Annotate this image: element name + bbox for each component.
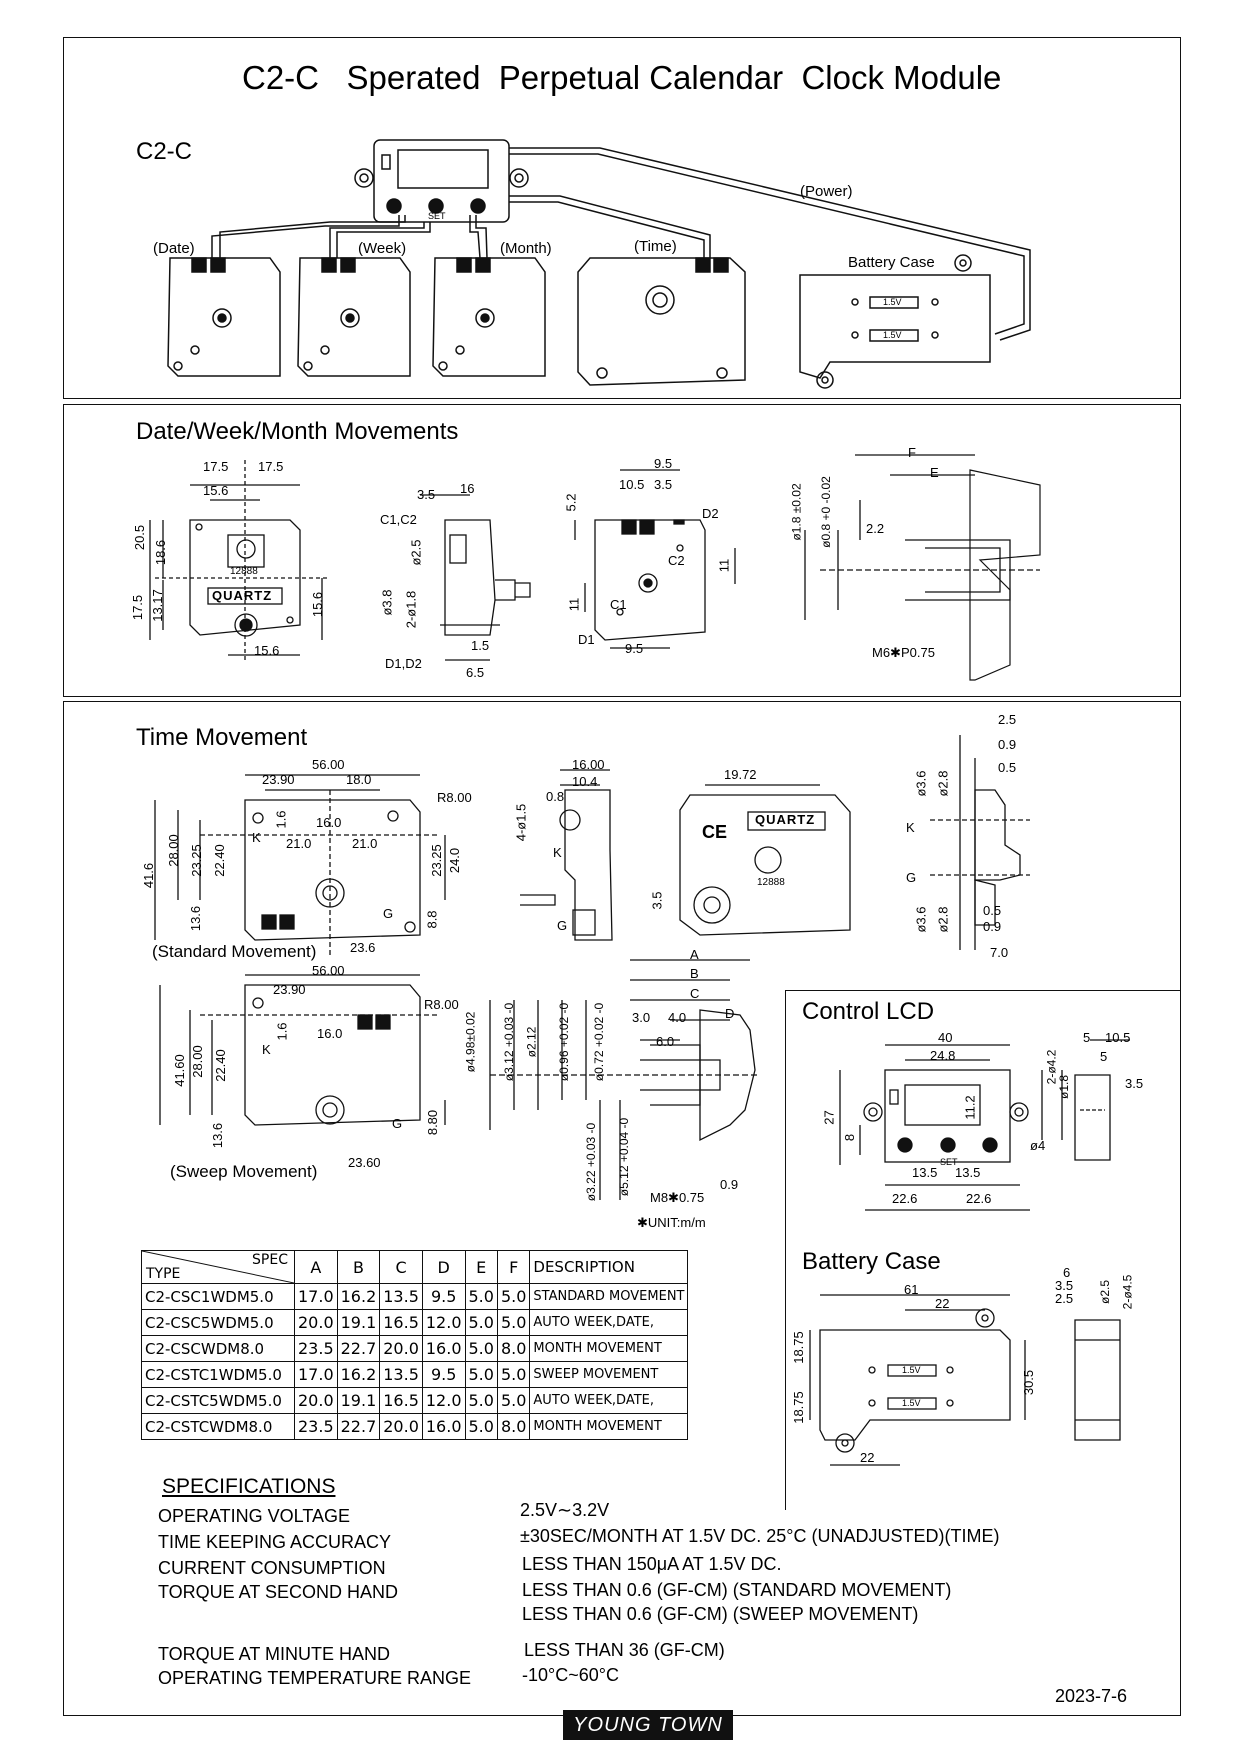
spec-table <box>141 1250 688 1440</box>
table-row <box>142 1310 688 1336</box>
dim-dwm-b4: 5.2 <box>563 493 579 512</box>
dim-dwm-d8: 15.6 <box>310 591 326 618</box>
battery-case-title: Battery Case <box>802 1248 941 1275</box>
lcd-s5: ø1.8 <box>1057 1074 1072 1100</box>
desc-cell: SWEEP MOVEMENT <box>530 1362 688 1388</box>
cell: 22.7 <box>337 1414 380 1440</box>
dim-dwm-s9: 6.5 <box>466 665 485 680</box>
spec-label: CURRENT CONSUMPTION <box>158 1558 386 1578</box>
lcd-b: 8 <box>842 1133 858 1142</box>
cell: 5.0 <box>465 1362 497 1388</box>
shaft-p5: ø0.72 +0.02 -0 <box>592 1002 607 1082</box>
back-w: 19.72 <box>724 767 757 782</box>
lcd-d: 13.5 <box>912 1165 938 1180</box>
shaft-v2: 4.0 <box>668 1010 687 1025</box>
dim-dwm-d1: 17.5 <box>203 459 229 474</box>
std-width: 56.00 <box>312 757 345 772</box>
sweep-h1: 41.60 <box>171 1054 187 1087</box>
std-h8: 8.8 <box>424 910 440 929</box>
dim-dwm-s4: ø2.5 <box>408 539 424 566</box>
lcd-set: SET <box>940 1157 958 1167</box>
dim-dwm-s6: 2-ø1.8 <box>403 590 419 629</box>
lcd-f: 22.6 <box>892 1191 918 1206</box>
cell: 8.0 <box>497 1336 529 1362</box>
shaft-p1: ø4.98±0.02 <box>463 1011 478 1073</box>
std-h5: 23.25 <box>428 844 444 877</box>
shaft-p3: ø2.12 <box>524 1026 539 1058</box>
cell: 20.0 <box>295 1388 338 1414</box>
dim-dwm-b6: C2 <box>668 553 685 568</box>
cell: 20.0 <box>380 1336 423 1362</box>
side-a: 10.4 <box>572 774 598 789</box>
shaft-v1: 3.0 <box>632 1010 651 1025</box>
std-h6: 24.0 <box>447 847 463 874</box>
module-label: C2-C <box>136 138 193 165</box>
table-row <box>142 1284 688 1310</box>
spec-header: SPEC <box>252 1252 288 1268</box>
desc-cell: STANDARD MOVEMENT <box>530 1284 688 1310</box>
std-gl: G <box>383 906 394 921</box>
lcd-a: 24.8 <box>930 1048 956 1063</box>
dim-dwm-s8: 1.5 <box>471 638 490 653</box>
dim-dwm-s3: C1,C2 <box>380 512 417 527</box>
cell: 5.0 <box>497 1388 529 1414</box>
label-battery-case: Battery Case <box>848 254 935 271</box>
sweep-k: K <box>262 1042 271 1057</box>
sweep-g: 23.60 <box>348 1155 381 1170</box>
cell: 22.7 <box>337 1336 380 1362</box>
sweep-r: R8.00 <box>424 997 459 1012</box>
cell: 5.0 <box>465 1284 497 1310</box>
cell: 5.0 <box>465 1336 497 1362</box>
dim-dwm-b3: 3.5 <box>654 477 673 492</box>
gear-e: ø2.8 <box>935 770 951 797</box>
lcd-s3: 5 <box>1100 1049 1108 1064</box>
cell: 13.5 <box>380 1362 423 1388</box>
lcd-p: ø4 <box>1030 1138 1046 1153</box>
cell: 5.0 <box>465 1414 497 1440</box>
row-type: C2-CSTC5WDM5.0 <box>142 1388 295 1414</box>
bat-s1: 6 <box>1063 1265 1071 1280</box>
sweep-w: 56.00 <box>312 963 345 978</box>
spec-value: ±30SEC/MONTH AT 1.5V DC. 25°C (UNADJUSTED)(TIME) <box>520 1526 1000 1546</box>
desc-cell: MONTH MOVEMENT <box>530 1414 688 1440</box>
std-b: 18.0 <box>346 772 372 787</box>
label-power: (Power) <box>800 183 853 200</box>
dim-dwm-d4: 20.5 <box>132 524 148 551</box>
page-title: C2-C Sperated Perpetual Calendar Clock Module <box>242 59 1002 96</box>
table-row <box>142 1414 688 1440</box>
gear-k: K <box>906 820 915 835</box>
bat-s2: 3.5 <box>1055 1278 1074 1293</box>
table-corner-header <box>142 1251 295 1284</box>
shaft-m: M8✱0.75 <box>650 1190 705 1205</box>
dim-dwm-s2: 16 <box>460 481 475 496</box>
shaft-b: B <box>690 966 699 981</box>
side-g: G <box>557 918 568 933</box>
dim-dwm-d3: 15.6 <box>203 483 229 498</box>
sweep-h3: 22.40 <box>212 1049 228 1082</box>
spec-value: -10°C~60°C <box>522 1665 619 1685</box>
battery-cell-1: 1.5V <box>883 297 902 307</box>
cell: 23.5 <box>295 1336 338 1362</box>
type-header: TYPE <box>146 1266 181 1282</box>
cell: 17.0 <box>295 1284 338 1310</box>
table-row <box>142 1388 688 1414</box>
std-h7: 13.6 <box>188 905 204 932</box>
specifications-title: SPECIFICATIONS <box>162 1475 336 1498</box>
back-quartz: QUARTZ <box>755 812 816 827</box>
gear-j: 0.9 <box>983 919 1002 934</box>
spec-value: LESS THAN 150μA AT 1.5V DC. <box>522 1554 782 1574</box>
desc-cell: MONTH MOVEMENT <box>530 1336 688 1362</box>
gear-c: 0.5 <box>998 760 1017 775</box>
bat-h1: 18.75 <box>790 1331 806 1364</box>
dim-dwm-b8: 11 <box>566 597 582 612</box>
cell: 8.0 <box>497 1414 529 1440</box>
spec-value: LESS THAN 0.6 (GF-CM) (STANDARD MOVEMENT) <box>522 1580 952 1600</box>
unit-note: ✱UNIT:m/m <box>637 1215 706 1230</box>
bat-b: 22 <box>860 1450 875 1465</box>
cell: 5.0 <box>465 1388 497 1414</box>
shaft-p2: ø3.12 +0.03 -0 <box>502 1002 517 1082</box>
row-type: C2-CSTCWDM8.0 <box>142 1414 295 1440</box>
std-g: 23.6 <box>350 940 376 955</box>
sweep-c: 1.6 <box>274 1022 290 1041</box>
spec-label: TORQUE AT MINUTE HAND <box>158 1644 391 1664</box>
cell: 5.0 <box>497 1284 529 1310</box>
bat-a: 22 <box>935 1296 950 1311</box>
shaft-c: C <box>690 986 700 1001</box>
cell: 23.5 <box>295 1414 338 1440</box>
gear-g: G <box>906 870 917 885</box>
dim-dwm-e3: ø1.8 ±0.02 <box>789 483 804 541</box>
cell: 9.5 <box>422 1362 465 1388</box>
spec-value: LESS THAN 36 (GF-CM) <box>524 1640 725 1660</box>
col-header: D <box>422 1251 465 1284</box>
label-week: (Week) <box>358 240 407 257</box>
dim-dwm-d5: 18.6 <box>153 539 169 566</box>
bat-h3: 30.5 <box>1021 1369 1037 1396</box>
row-type: C2-CSTC1WDM5.0 <box>142 1362 295 1388</box>
std-h2: 28.00 <box>165 834 181 867</box>
dim-dwm-b11: 9.5 <box>625 641 644 656</box>
side-w: 16.00 <box>572 757 605 772</box>
std-h3: 23.25 <box>188 844 204 877</box>
bat-s4: ø2.5 <box>1098 1279 1113 1305</box>
table-row <box>142 1336 688 1362</box>
revision-date: 2023-7-6 <box>1055 1686 1128 1706</box>
dim-dwm-b5: D2 <box>702 506 719 521</box>
sweep-h2: 28.00 <box>189 1045 205 1078</box>
time-movement-title: Time Movement <box>136 724 308 751</box>
spec-label: OPERATING VOLTAGE <box>158 1506 351 1526</box>
row-type: C2-CSCWDM8.0 <box>142 1336 295 1362</box>
gear-h: ø2.8 <box>935 906 951 933</box>
sweep-d: 16.0 <box>317 1026 343 1041</box>
cell: 5.0 <box>497 1310 529 1336</box>
label-time: (Time) <box>634 238 677 255</box>
brand-logo: YOUNG TOWN <box>563 1710 733 1740</box>
dim-dwm-b10: D1 <box>578 632 595 647</box>
gear-f: ø3.6 <box>913 906 929 933</box>
dim-dwm-d7: 13.17 <box>149 589 165 622</box>
bat-h2: 18.75 <box>790 1391 806 1424</box>
cell: 19.1 <box>337 1388 380 1414</box>
col-header: B <box>337 1251 380 1284</box>
dim-dwm-d2: 17.5 <box>258 459 284 474</box>
lcd-w: 40 <box>938 1030 953 1045</box>
dim-dwm-d9: 15.6 <box>254 643 280 658</box>
standard-movement-label: (Standard Movement) <box>152 942 317 961</box>
label-date: (Date) <box>153 240 195 257</box>
dwm-title: Date/Week/Month Movements <box>136 418 459 445</box>
dim-dwm-b9: C1 <box>610 597 627 612</box>
col-header: A <box>295 1251 338 1284</box>
cell: 16.2 <box>337 1362 380 1388</box>
cell: 5.0 <box>497 1362 529 1388</box>
cell: 16.5 <box>380 1310 423 1336</box>
dim-dwm-e4: ø0.8 +0 -0.02 <box>818 476 833 548</box>
table-row <box>142 1362 688 1388</box>
sweep-a: 23.90 <box>273 982 306 997</box>
row-type: C2-CSC1WDM5.0 <box>142 1284 295 1310</box>
shaft-a: A <box>690 947 699 962</box>
lcd-s4: 2-ø4.2 <box>1044 1049 1059 1085</box>
cell: 12.0 <box>422 1310 465 1336</box>
lcd-s6: 3.5 <box>1125 1076 1144 1091</box>
side-k: K <box>553 845 562 860</box>
shaft-v3: 6.0 <box>656 1034 675 1049</box>
dim-dwm-s7: D1,D2 <box>385 656 422 671</box>
spec-label: OPERATING TEMPERATURE RANGE <box>158 1668 472 1688</box>
spec-value: LESS THAN 0.6 (GF-CM) (SWEEP MOVEMENT) <box>522 1604 919 1624</box>
lcd-g: 22.6 <box>966 1191 992 1206</box>
control-lcd-title: Control LCD <box>802 998 935 1025</box>
cell: 20.0 <box>380 1414 423 1440</box>
shaft-d: D <box>725 1006 735 1021</box>
lcd-h: 27 <box>821 1110 837 1125</box>
dim-dwm-s1: 3.5 <box>417 487 436 502</box>
spec-value: 2.5V∼3.2V <box>520 1500 610 1520</box>
gear-l: 7.0 <box>990 945 1009 960</box>
dim-dwm-s5: ø3.8 <box>379 589 395 616</box>
dim-dwm-e6: M6✱P0.75 <box>872 645 935 660</box>
shaft-p4: ø0.96 +0.02 -0 <box>557 1002 572 1082</box>
cell: 16.5 <box>380 1388 423 1414</box>
quartz-label: QUARTZ <box>212 588 273 603</box>
dim-dwm-d6: 17.5 <box>130 594 146 621</box>
cell: 12.0 <box>422 1388 465 1414</box>
bat-v2: 1.5V <box>902 1398 921 1408</box>
dim-dwm-b1: 9.5 <box>654 456 673 471</box>
std-r: R8.00 <box>437 790 472 805</box>
desc-cell: AUTO WEEK,DATE, <box>530 1388 688 1414</box>
cell: 16.0 <box>422 1414 465 1440</box>
gear-d: ø3.6 <box>913 770 929 797</box>
col-header: F <box>497 1251 529 1284</box>
gear-i: 0.5 <box>983 903 1002 918</box>
cell: 20.0 <box>295 1310 338 1336</box>
cell: 13.5 <box>380 1284 423 1310</box>
bat-v1: 1.5V <box>902 1365 921 1375</box>
dim-dwm-e2: E <box>930 465 939 480</box>
shaft-p7: ø5.12 +0.04 -0 <box>617 1117 632 1197</box>
lcd-s2: 10.5 <box>1105 1030 1131 1045</box>
std-a: 23.90 <box>262 772 295 787</box>
cell: 5.0 <box>465 1310 497 1336</box>
desc-header: DESCRIPTION <box>530 1251 688 1284</box>
dim-dwm-b7: 11 <box>716 558 732 573</box>
std-c: 1.6 <box>273 810 289 829</box>
dim-dwm-b2: 10.5 <box>619 477 645 492</box>
std-f: 21.0 <box>352 836 378 851</box>
ce-mark: CE <box>702 822 728 842</box>
spec-label: TORQUE AT SECOND HAND <box>158 1582 399 1602</box>
lcd-c: 11.2 <box>962 1095 978 1120</box>
back-h: 3.5 <box>649 891 665 910</box>
lcd-s1: 5 <box>1083 1030 1091 1045</box>
label-month: (Month) <box>500 240 552 257</box>
std-k: K <box>252 830 261 845</box>
sweep-movement-label: (Sweep Movement) <box>170 1162 318 1181</box>
bat-s5: 2-ø4.5 <box>1120 1274 1135 1310</box>
col-header: C <box>380 1251 423 1284</box>
bat-w: 61 <box>904 1282 919 1297</box>
shaft-n: 0.9 <box>720 1177 739 1192</box>
desc-cell: AUTO WEEK,DATE, <box>530 1310 688 1336</box>
col-header: E <box>465 1251 497 1284</box>
spec-label: TIME KEEPING ACCURACY <box>158 1532 392 1552</box>
sweep-gl: G <box>392 1116 403 1131</box>
gear-a: 2.5 <box>998 712 1017 727</box>
cell: 16.0 <box>422 1336 465 1362</box>
battery-cell-2: 1.5V <box>883 330 902 340</box>
std-e: 21.0 <box>286 836 312 851</box>
std-d: 16.0 <box>316 815 342 830</box>
back-code: 12888 <box>757 877 785 888</box>
cell: 19.1 <box>337 1310 380 1336</box>
sweep-h4: 13.6 <box>210 1122 226 1149</box>
lcd-e: 13.5 <box>955 1165 981 1180</box>
std-h1: 41.6 <box>141 862 157 889</box>
cell: 16.2 <box>337 1284 380 1310</box>
cell: 17.0 <box>295 1362 338 1388</box>
bat-s3: 2.5 <box>1055 1291 1074 1306</box>
dim-dwm-e5: 2.2 <box>866 521 885 536</box>
side-c: 4-ø1.5 <box>513 803 529 842</box>
sweep-h5: 8.80 <box>425 1109 441 1136</box>
gear-b: 0.9 <box>998 737 1017 752</box>
row-type: C2-CSC5WDM5.0 <box>142 1310 295 1336</box>
side-b: 0.8 <box>546 789 565 804</box>
cell: 9.5 <box>422 1284 465 1310</box>
dwm-code: 12888 <box>230 566 258 577</box>
shaft-p6: ø3.22 +0.03 -0 <box>584 1122 599 1202</box>
label-set: SET <box>428 211 446 221</box>
std-h4: 22.40 <box>211 844 227 877</box>
dim-dwm-e1: F <box>908 445 916 460</box>
